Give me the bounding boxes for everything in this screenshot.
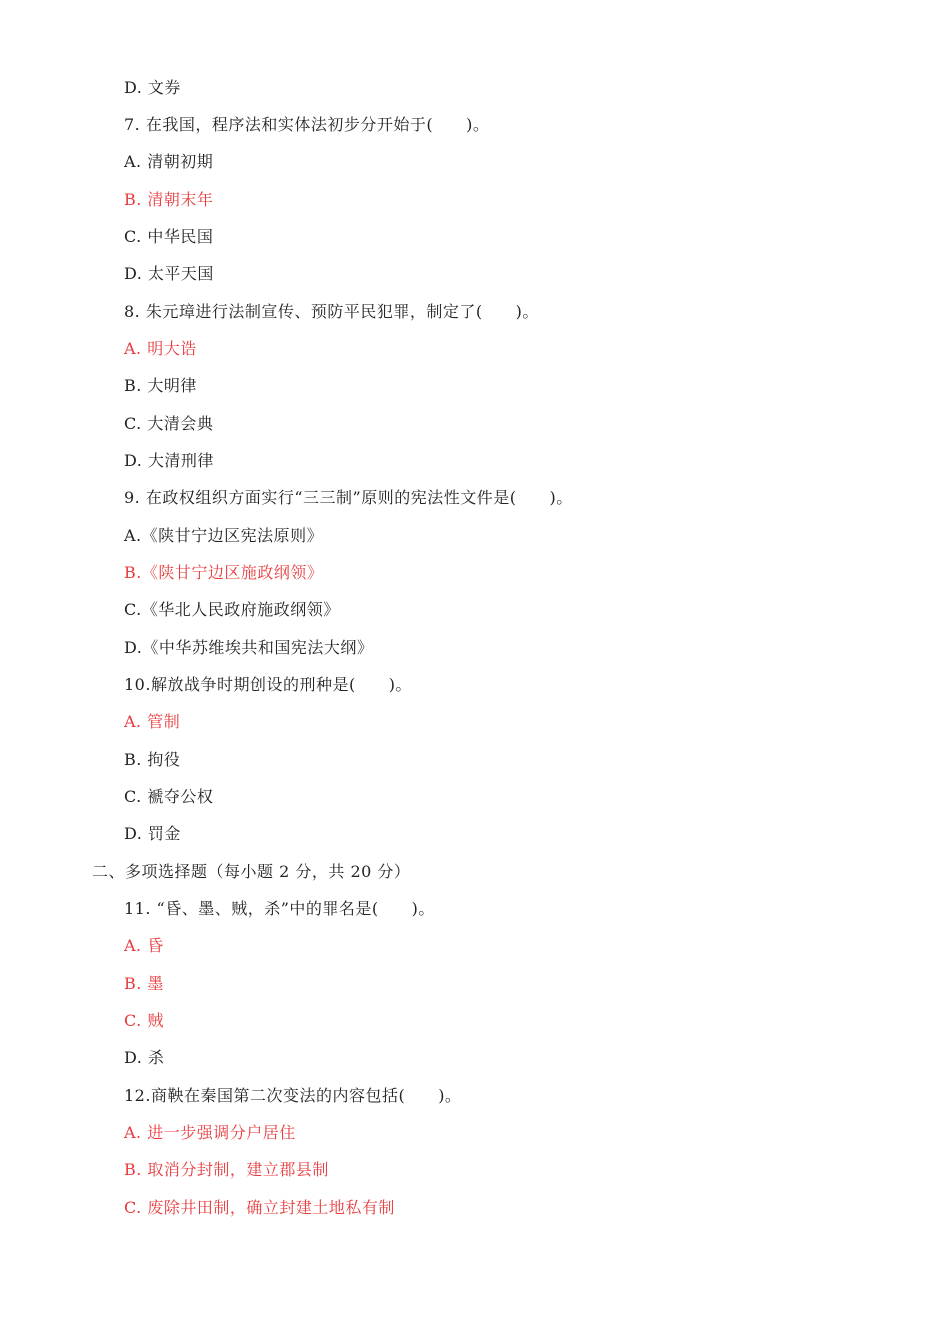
option-d-q11: D. 杀 bbox=[124, 1048, 165, 1067]
option-c-q9: C.《华北人民政府施政纲领》 bbox=[124, 600, 340, 619]
option-a-q8-answer: A. 明大诰 bbox=[124, 339, 197, 358]
question-7: 7. 在我国，程序法和实体法初步分开始于( )。 bbox=[124, 115, 490, 134]
option-d-q7: D. 太平天国 bbox=[124, 264, 214, 283]
option-a-q9: A.《陕甘宁边区宪法原则》 bbox=[124, 526, 324, 545]
option-c-q7: C. 中华民国 bbox=[124, 227, 214, 246]
question-11: 11. “昏、墨、贼，杀”中的罪名是( )。 bbox=[124, 899, 435, 918]
option-b-q7-answer: B. 清朝末年 bbox=[124, 190, 214, 209]
option-c-q10: C. 褫夺公权 bbox=[124, 787, 214, 806]
option-d-q6: D. 文券 bbox=[124, 78, 181, 97]
option-b-q11-answer: B. 墨 bbox=[124, 974, 164, 993]
option-a-q7: A. 清朝初期 bbox=[124, 152, 214, 171]
option-a-q10-answer: A. 管制 bbox=[124, 712, 181, 731]
option-c-q8: C. 大清会典 bbox=[124, 414, 214, 433]
option-b-q9-answer: B.《陕甘宁边区施政纲领》 bbox=[124, 563, 324, 582]
section-heading-multiple-choice: 二、多项选择题（每小题 2 分，共 20 分） bbox=[92, 862, 411, 881]
question-12: 12.商鞅在秦国第二次变法的内容包括( )。 bbox=[124, 1086, 462, 1105]
option-b-q12-answer: B. 取消分封制，建立郡县制 bbox=[124, 1160, 329, 1179]
option-a-q11-answer: A. 昏 bbox=[124, 936, 164, 955]
option-c-q11-answer: C. 贼 bbox=[124, 1011, 164, 1030]
question-10: 10.解放战争时期创设的刑种是( )。 bbox=[124, 675, 412, 694]
option-b-q10: B. 拘役 bbox=[124, 750, 181, 769]
option-d-q10: D. 罚金 bbox=[124, 824, 181, 843]
option-b-q8: B. 大明律 bbox=[124, 376, 197, 395]
question-9: 9. 在政权组织方面实行“三三制”原则的宪法性文件是( )。 bbox=[124, 488, 573, 507]
option-a-q12-answer: A. 进一步强调分户居住 bbox=[124, 1123, 296, 1142]
option-d-q8: D. 大清刑律 bbox=[124, 451, 214, 470]
option-d-q9: D.《中华苏维埃共和国宪法大纲》 bbox=[124, 638, 374, 657]
option-c-q12-answer: C. 废除井田制，确立封建土地私有制 bbox=[124, 1198, 395, 1217]
question-8: 8. 朱元璋进行法制宣传、预防平民犯罪，制定了( )。 bbox=[124, 302, 539, 321]
